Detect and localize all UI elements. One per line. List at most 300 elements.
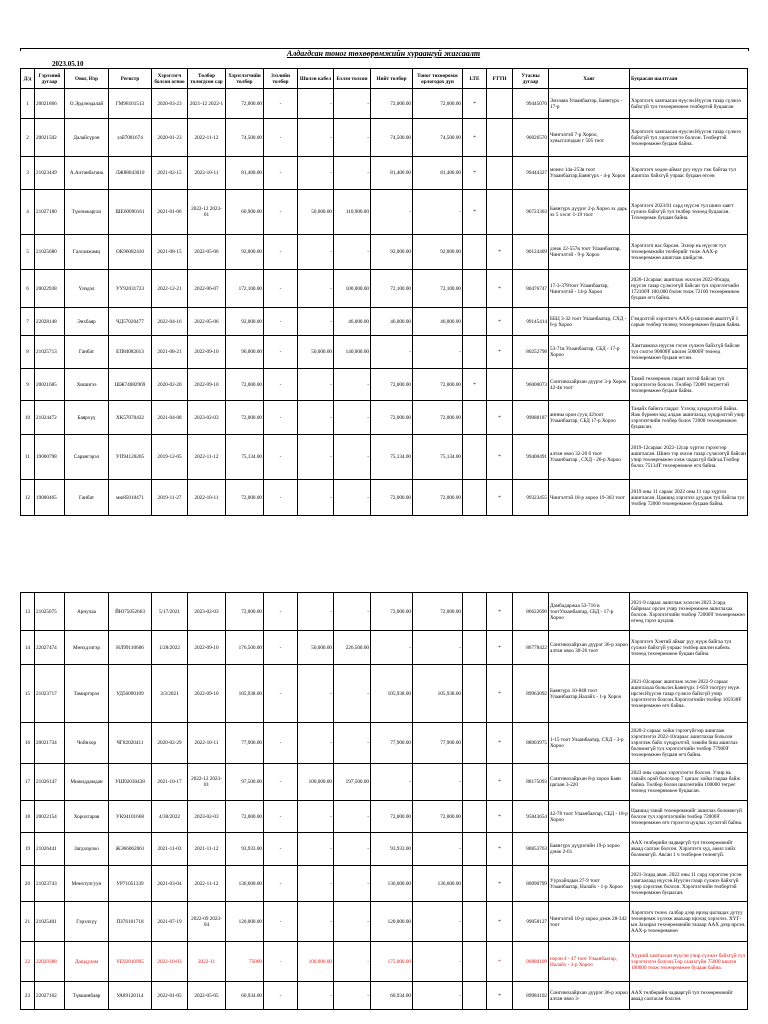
- return-reason: Гэмдолтэй хэрэглэгч ААХ-р шилжин авалтгүй 1 сарын төлбөр төлөөд төхөөрөмжөө буцаан байна.: [630, 308, 748, 336]
- joined-date: 2020-03-23: [152, 89, 188, 119]
- row-number: 21: [21, 902, 35, 942]
- loan-fee: -: [264, 866, 298, 902]
- customer-fee: 77,900.00: [226, 723, 264, 764]
- customer-name: Сарангэрэл: [65, 435, 109, 480]
- contract-number: 21025680: [35, 235, 65, 270]
- cash-paid: -: [334, 369, 371, 401]
- equipment-amount: 72,000.00: [413, 401, 463, 435]
- table-row: [21, 480, 748, 516]
- address: монел 14а-253в тоот Улаанбаатар,Баянгүрх - 4-р Хороо: [549, 157, 630, 190]
- joined-date: 2021-01-06: [152, 190, 188, 235]
- customer-fee: 92,000.00: [226, 235, 264, 270]
- total-fee: 72,000.00: [371, 401, 413, 435]
- row-number: 20: [21, 866, 35, 902]
- address: Сонгинохайрхан 8-р хороо Баян цагаан 3-220: [549, 764, 630, 801]
- address: 53-71в Улаанбаатар, СБД - 17-р Хороо: [549, 336, 630, 369]
- address: ББЦ 3-32 тоот Улаанбаатар, СХД - 6-р Хороо: [549, 308, 630, 336]
- register-number: ЧД57020477: [109, 308, 152, 336]
- table-row: [21, 801, 748, 833]
- register-number: УУ92031723: [109, 270, 152, 308]
- equipment-amount: 81,400.00: [413, 157, 463, 190]
- register-number: ЕП84082013: [109, 336, 152, 369]
- paid-month: 2022-09-10: [188, 369, 226, 401]
- joined-date: 3/3/2021: [152, 665, 188, 723]
- column-header: Хаяг: [549, 69, 630, 89]
- customer-fee: 75,134.00: [226, 435, 264, 480]
- cash-paid: -: [334, 801, 371, 833]
- contract-number: 22028148: [35, 308, 65, 336]
- table-row: [21, 119, 748, 157]
- ftth-mark: *: [487, 942, 513, 982]
- return-reason: Хэрэглэгч хамтаасан нүүсэн.Нүүсэн газар сүлжээ байхгүй тул төхөөрөмжөө төлбөртэй буцаасан: [630, 89, 748, 119]
- row-number: 23: [21, 982, 35, 1010]
- register-number: УА89120114: [109, 982, 152, 1010]
- row-number: 15: [21, 665, 35, 723]
- customer-name: Чойнхор: [65, 723, 109, 764]
- return-reason: Хэрэглэгч хөдөө аймаг руу нүүх гэж байгаа тул ашиглах байхгүй учраас буцаан өгсөн: [630, 157, 748, 190]
- phone-number: 90880109: [513, 942, 549, 982]
- ftth-mark: *: [487, 435, 513, 480]
- ftth-mark: *: [487, 401, 513, 435]
- joined-date: 4/30/2022: [152, 801, 188, 833]
- fiber-fee: -: [298, 480, 334, 516]
- loan-fee: -: [264, 119, 298, 157]
- row-number: 22: [21, 942, 35, 982]
- loan-fee: -: [264, 308, 298, 336]
- customer-name: Хоролгарав: [65, 801, 109, 833]
- fiber-fee: -: [298, 435, 334, 480]
- loan-fee: -: [264, 480, 298, 516]
- customer-fee: 60,900.00: [226, 190, 264, 235]
- row-number: 7: [21, 308, 35, 336]
- table-row: [21, 190, 748, 235]
- total-fee: 77,900.00: [371, 723, 413, 764]
- phone-number: 99088187: [513, 401, 549, 435]
- register-number: УК94101668: [109, 801, 152, 833]
- returns-table-continued: [20, 592, 748, 1010]
- fiber-fee: -: [298, 89, 334, 119]
- contract-number: 20022154: [35, 801, 65, 833]
- joined-date: 2019-12-05: [152, 435, 188, 480]
- customer-fee: 75000: [226, 942, 264, 982]
- loan-fee: -: [264, 435, 298, 480]
- ftth-mark: *: [487, 480, 513, 516]
- fiber-fee: -: [298, 723, 334, 764]
- paid-month: 2021-12 2022-1: [188, 89, 226, 119]
- joined-date: 2021-10-17: [152, 764, 188, 801]
- cash-paid: -: [334, 982, 371, 1010]
- customer-fee: 92,000.00: [226, 308, 264, 336]
- paid-month: 2022-12 2023-01: [188, 764, 226, 801]
- customer-name: Баярхүү: [65, 401, 109, 435]
- lte-mark: [463, 270, 487, 308]
- contract-number: 20021866: [35, 89, 65, 119]
- paid-month: 2022-10-11: [188, 480, 226, 516]
- contract-number: 20021502: [35, 119, 65, 157]
- column-header: Буцаасан шалтгаан: [630, 69, 748, 89]
- total-fee: 72,000.00: [371, 89, 413, 119]
- row-number: 1: [21, 89, 35, 119]
- return-reason: 2021-3сард аван. 2022 оны 11 сард хэрэглэж үзсэн хамгаалаад нүүсэн.Нүүсэн газар сүлжээ байхгүй учир хэрэглэж болсон. Хэрэглэгчийн төлбөртэй төхөөрөмжөө буцаасан.: [630, 866, 748, 902]
- contract-number: 21023717: [35, 665, 65, 723]
- lte-mark: *: [463, 157, 487, 190]
- table-row: [21, 270, 748, 308]
- cash-paid: 140,000.00: [334, 336, 371, 369]
- contract-number: 21027180: [35, 190, 65, 235]
- phone-number: 99058127: [513, 902, 549, 942]
- contract-number: 22027162: [35, 982, 65, 1010]
- customer-fee: 81,400.00: [226, 157, 264, 190]
- customer-name: Дашдулам: [65, 942, 109, 982]
- joined-date: 2020-01-23: [152, 119, 188, 157]
- column-header: LTE: [463, 69, 487, 89]
- ftth-mark: *: [487, 665, 513, 723]
- contract-number: 20021734: [35, 723, 65, 764]
- customer-name: Галсанжамц: [65, 235, 109, 270]
- cash-paid: 226,500.00: [334, 631, 371, 665]
- table-row: [21, 982, 748, 1010]
- loan-fee: -: [264, 235, 298, 270]
- ftth-mark: *: [487, 270, 513, 308]
- row-number: 4: [21, 190, 35, 235]
- phone-number: 90124409: [513, 235, 549, 270]
- total-fee: 120,000.00: [371, 902, 413, 942]
- address: Чингэлтэй 18-р хороо 19-303 тоот: [549, 480, 630, 516]
- table-row: [21, 593, 748, 631]
- cash-paid: -: [334, 723, 371, 764]
- total-fee: 93,933.00: [371, 833, 413, 866]
- row-number: 8: [21, 336, 35, 369]
- report-date: 2023.05.10: [52, 60, 84, 68]
- cash-paid: 110,900.00: [334, 190, 371, 235]
- loan-fee: -: [264, 401, 298, 435]
- phone-number: 96026570: [513, 119, 549, 157]
- table-row: [21, 902, 748, 942]
- returns-table: [20, 68, 748, 516]
- equipment-amount: 72,000.00: [413, 801, 463, 833]
- customer-name: Мижиддамдан: [65, 764, 109, 801]
- phone-number: 89984102: [513, 982, 549, 1010]
- fiber-fee: -: [298, 902, 334, 942]
- equipment-amount: 72,000.00: [413, 89, 463, 119]
- row-number: 17: [21, 764, 35, 801]
- contract-number: 22027474: [35, 631, 65, 665]
- customer-fee: 72,000.00: [226, 593, 264, 631]
- paid-month: 2022-11-12: [188, 119, 226, 157]
- cash-paid: -: [334, 480, 371, 516]
- joined-date: 2022-01-05: [152, 982, 188, 1010]
- fiber-fee: 50,000.00: [298, 631, 334, 665]
- lte-mark: [463, 942, 487, 982]
- column-header: Төлбөр төлөгдсөн сар: [188, 69, 226, 89]
- return-reason: 2020-2 сараас хойш гэрээгүйгээр ашиглаж хэрэглээгээ 2022-10сараас ашиглахаа больсон хэрэглэж байх хүндрэлтэй, хэвийн биш ашиглах боломжгүй тул хэрэглэгчийн төлбөр 77900₮ төхөөрөмжөө буцаан өгч байна.: [630, 723, 748, 764]
- fiber-fee: -: [298, 866, 334, 902]
- row-number: 10: [21, 401, 35, 435]
- address: алтан овоо 32-20 б тоот Улаанбаатар , СХД - 26-р Хороо: [549, 435, 630, 480]
- paid-month: 2023-02-03: [188, 593, 226, 631]
- register-number: ПЗ76101718: [109, 902, 152, 942]
- address: аннны орон сууц 42тоот Улаанбаатар, СБД 17-р Хороо: [549, 401, 630, 435]
- column-header: Овог, Нэр: [65, 69, 109, 89]
- contract-number: 21023743: [35, 866, 65, 902]
- row-number: 6: [21, 270, 35, 308]
- address: 42-78 тоот Улаанбаатар, СБД - 18-р Хороо: [549, 801, 630, 833]
- return-reason: ААХ төлбөрийн чадваргүй тул төхөөрөмжийг аваад салгасан болсон.: [630, 982, 748, 1010]
- fiber-fee: -: [298, 982, 334, 1010]
- table-row: [21, 336, 748, 369]
- phone-number: 89963092: [513, 665, 549, 723]
- column-header: Бэлэн төлсөн: [334, 69, 371, 89]
- row-number: 18: [21, 801, 35, 833]
- customer-name: О.Эрдэнэдалай: [65, 89, 109, 119]
- customer-fee: 72,000.00: [226, 89, 264, 119]
- address: Чингэлтэй 10-р хороо дэнж 28-342 тоот: [549, 902, 630, 942]
- paid-month: 2022-05-06: [188, 235, 226, 270]
- fiber-fee: -: [298, 801, 334, 833]
- ftth-mark: [487, 369, 513, 401]
- table-row: [21, 665, 748, 723]
- equipment-amount: 72,000.00: [413, 480, 463, 516]
- column-header: Утасны дугаар: [513, 69, 549, 89]
- customer-fee: 136,600.00: [226, 866, 264, 902]
- ftth-mark: *: [487, 723, 513, 764]
- row-number: 12: [21, 480, 35, 516]
- paid-month: 2021-11-12: [188, 833, 226, 866]
- register-number: ХК57070432: [109, 401, 152, 435]
- table-row: [21, 235, 748, 270]
- customer-fee: 93,933.00: [226, 833, 264, 866]
- total-fee: 72,000.00: [371, 593, 413, 631]
- table-header-row: [21, 69, 748, 89]
- joined-date: 2019-11-27: [152, 480, 188, 516]
- register-number: НЛ99110606: [109, 631, 152, 665]
- customer-name: Ганбат: [65, 336, 109, 369]
- joined-date: 2022-12-21: [152, 270, 188, 308]
- equipment-amount: 72,100.00: [413, 270, 463, 308]
- address: Баянгүрх дүүрэгийн 19-р хороо дэнж 2-61: [549, 833, 630, 866]
- contract-number: 21024472: [35, 401, 65, 435]
- paid-month: 2023-02-03: [188, 801, 226, 833]
- total-fee: 46,000.00: [371, 308, 413, 336]
- phone-number: 95843654: [513, 801, 549, 833]
- return-reason: Хэрэглэгч төлөх салбар дээр ирээд цагладах дутуу төхөөрөмж хүлээж авахаар ирэхэд хэрэглээ. ХҮГ-ын Захирал төхөөрөмжийн талаар ААХ дээр ирсэн. ААХ-р төхөөрөмжөө: [630, 902, 748, 942]
- cash-paid: 100,000.00: [334, 270, 371, 308]
- customer-name: Мөнхдэлгэр: [65, 631, 109, 665]
- total-fee: 72,000.00: [371, 480, 413, 516]
- cash-paid: -: [334, 119, 371, 157]
- total-fee: 175,000.00: [371, 942, 413, 982]
- ftth-mark: *: [487, 593, 513, 631]
- customer-name: Мөнхтулгуун: [65, 866, 109, 902]
- total-fee: -: [371, 336, 413, 369]
- address: Чингэлтэй 7-р Хороо, хувьсгалчдын г 505 тоот: [549, 119, 630, 157]
- phone-number: 99444327: [513, 157, 549, 190]
- row-number: 13: [21, 593, 35, 631]
- loan-fee: -: [264, 593, 298, 631]
- cash-paid: -: [334, 833, 371, 866]
- register-number: ШЖ74082969: [109, 369, 152, 401]
- ftth-mark: [487, 157, 513, 190]
- table-row: [21, 764, 748, 801]
- phone-number: 86622690: [513, 593, 549, 631]
- column-header: FTTH: [487, 69, 513, 89]
- paid-month: 2022-09-10: [188, 665, 226, 723]
- register-number: ГМ98101513: [109, 89, 152, 119]
- address: Баянгүрх 10-848 тоот Улаанбаатар,Налайх - 1-р Хороо: [549, 665, 630, 723]
- column-header: Хэрэглэгчийн төлбөр: [226, 69, 264, 89]
- loan-fee: -: [264, 89, 298, 119]
- loan-fee: -: [264, 369, 298, 401]
- contract-number: 20022938: [35, 270, 65, 308]
- ftth-mark: [487, 190, 513, 235]
- register-number: ЧГ82020411: [109, 723, 152, 764]
- table-row: [21, 401, 748, 435]
- table-row: [21, 157, 748, 190]
- contract-number: 20021685: [35, 369, 65, 401]
- address: Дамбадаржаа 53-716 в тоотУлаанбаатар, СБД - 17-р Хороо: [549, 593, 630, 631]
- loan-fee: -: [264, 631, 298, 665]
- column-header: Шилэн кабел: [298, 69, 334, 89]
- phone-number: 99445070: [513, 89, 549, 119]
- paid-month: 2023-02-03: [188, 401, 226, 435]
- customer-fee: 97,500.00: [226, 764, 264, 801]
- column-header: Хэрэглэгч болсон огноо: [152, 69, 188, 89]
- customer-fee: 72,000.00: [226, 480, 264, 516]
- total-fee: -: [371, 631, 413, 665]
- total-fee: 72,000.00: [371, 369, 413, 401]
- row-number: 3: [21, 157, 35, 190]
- equipment-amount: -: [413, 833, 463, 866]
- equipment-amount: 75,134.00: [413, 435, 463, 480]
- joined-date: 2021-04-08: [152, 401, 188, 435]
- customer-fee: 72,000.00: [226, 801, 264, 833]
- ftth-mark: *: [487, 833, 513, 866]
- total-fee: 81,400.00: [371, 157, 413, 190]
- fiber-fee: 50,000.00: [298, 336, 334, 369]
- address: Сонгинохайрхан дүүрэг 36-р хороо алтан овоо 3-: [549, 982, 630, 1010]
- phone-number: 99400491: [513, 435, 549, 480]
- customer-name: Гэрэлхүү: [65, 902, 109, 942]
- lte-mark: *: [463, 369, 487, 401]
- joined-date: 2021-03-04: [152, 866, 188, 902]
- register-number: ЙЮ75052663: [109, 593, 152, 631]
- register-number: мю85010471: [109, 480, 152, 516]
- register-number: УШ92030438: [109, 764, 152, 801]
- column-header: Тоног төхөөрөмж орлогодох дүн: [413, 69, 463, 89]
- row-number: 14: [21, 631, 35, 665]
- register-number: УР71051339: [109, 866, 152, 902]
- phone-number: 80090799: [513, 866, 549, 902]
- loan-fee: -: [264, 942, 298, 982]
- contract-number: 21023449: [35, 157, 65, 190]
- equipment-amount: 74,500.00: [413, 119, 463, 157]
- column-header: Зээлийн төлбөр: [264, 69, 298, 89]
- lte-mark: *: [463, 119, 487, 157]
- fiber-fee: -: [298, 369, 334, 401]
- cash-paid: 46,000.00: [334, 308, 371, 336]
- paid-month: 2022-11: [188, 942, 226, 982]
- ftth-mark: *: [487, 336, 513, 369]
- fiber-fee: -: [298, 833, 334, 866]
- row-number: 2: [21, 119, 35, 157]
- loan-fee: -: [264, 336, 298, 369]
- joined-date: 2021-08-21: [152, 336, 188, 369]
- ftth-mark: *: [487, 631, 513, 665]
- total-fee: -: [371, 764, 413, 801]
- fiber-fee: 50,000.00: [298, 190, 334, 235]
- cash-paid: -: [334, 401, 371, 435]
- return-reason: 2021-03сараас ашиглаж эхлэн 2022-9 сараас ашиглахаа больсон.Баянгүрх 1-659 тоотруу нүүж ирсэн.Нүүсэн газар сүлжээ байхгүй учир хэрэглээгээ болсон.Хэрэглэгчийн төлбөр 105938₮ төхөөрөмжөө өгч байна.: [630, 665, 748, 723]
- loan-fee: -: [264, 270, 298, 308]
- row-number: 16: [21, 723, 35, 764]
- total-fee: 75,134.00: [371, 435, 413, 480]
- lte-mark: [463, 336, 487, 369]
- register-number: УЕ92010905: [109, 942, 152, 982]
- loan-fee: -: [264, 982, 298, 1010]
- lte-mark: [463, 801, 487, 833]
- phone-number: 99145414: [513, 308, 549, 336]
- customer-name: Ганбат: [65, 480, 109, 516]
- contract-number: 21025713: [35, 336, 65, 369]
- address: нэрэн 4 - 47 тоот Улаанбаатар, Налайх - 3-р Хороо: [549, 942, 630, 982]
- cash-paid: -: [334, 593, 371, 631]
- return-reason: 2021-9 сараас ашиглаж эхэлсэн 2023 2сард байрнаас орсон учир төхөөрөмжөө ашиглахаа болсон. Хэрэглэгчийн төлбөр 72000₮ төхөөрөмжөө өгөөд гэрээ цуцлав.: [630, 593, 748, 631]
- total-fee: 72,100.00: [371, 270, 413, 308]
- register-number: ОК96082410: [109, 235, 152, 270]
- customer-fee: 120,000.00: [226, 902, 264, 942]
- equipment-amount: 105,938.00: [413, 665, 463, 723]
- joined-date: 2021-11-03: [152, 833, 188, 866]
- return-reason: Хэрэглэгч Хэнтий аймаг руу нүүж байгаа тул сүлжээ байхгүй учраас төлбөр шилэн кабель төлөөд төхөөрөмжөө буцаан байна.: [630, 631, 748, 665]
- equipment-amount: 92,000.00: [413, 235, 463, 270]
- paid-month: 2022-11-12: [188, 435, 226, 480]
- return-reason: 2019-12сараас 2022-12сар хүртэл гэрээгээр ашигласан. Шинэ тэр очсон газар сүлжээгүй байсан учир төхөөрөмжөө хэлж чадахгүй байгаа.Төлбөр болох 75134₮ төхөөрөмжөө өгч байна.: [630, 435, 748, 480]
- customer-name: Түвшинбаяр: [65, 982, 109, 1010]
- register-number: ЖЭ66062061: [109, 833, 152, 866]
- total-fee: 105,938.00: [371, 665, 413, 723]
- return-reason: Хэрэглэгч хамтаасан нүүсэн.Нүүсэн газар сүлжээ байхгүй тул хэрэглээгээ болсон. Төлбөртэй төхөөрөмжөө буцаан байна.: [630, 119, 748, 157]
- phone-number: 88853763: [513, 833, 549, 866]
- joined-date: 2022-10-03: [152, 942, 188, 982]
- customer-fee: 105,938.00: [226, 665, 264, 723]
- paid-month: 2022-11-12: [188, 866, 226, 902]
- ftth-mark: *: [487, 801, 513, 833]
- address: Уурхайчдын 27-9 тоот Улаанбаатар, Налайх - 1-р Хороо: [549, 866, 630, 902]
- customer-name: Далайсүрэн: [65, 119, 109, 157]
- contract-number: 21025401: [35, 902, 65, 942]
- total-fee: 72,000.00: [371, 801, 413, 833]
- cash-paid: 197,500.00: [334, 764, 371, 801]
- customer-name: Үнэдэл: [65, 270, 109, 308]
- total-fee: 136,600.00: [371, 866, 413, 902]
- joined-date: 2020-02-20: [152, 369, 188, 401]
- lte-mark: *: [463, 89, 487, 119]
- lte-mark: [463, 235, 487, 270]
- table-row: [21, 369, 748, 401]
- cash-paid: -: [334, 942, 371, 982]
- fiber-fee: -: [298, 119, 334, 157]
- table-row: [21, 942, 748, 982]
- equipment-amount: -: [413, 336, 463, 369]
- joined-date: 2021-02-15: [152, 157, 188, 190]
- column-header: Нийт төлбөр: [371, 69, 413, 89]
- table-row: [21, 866, 748, 902]
- fiber-fee: -: [298, 401, 334, 435]
- paid-month: 2022-10-11: [188, 157, 226, 190]
- fiber-fee: -: [298, 270, 334, 308]
- cash-paid: -: [334, 866, 371, 902]
- loan-fee: -: [264, 157, 298, 190]
